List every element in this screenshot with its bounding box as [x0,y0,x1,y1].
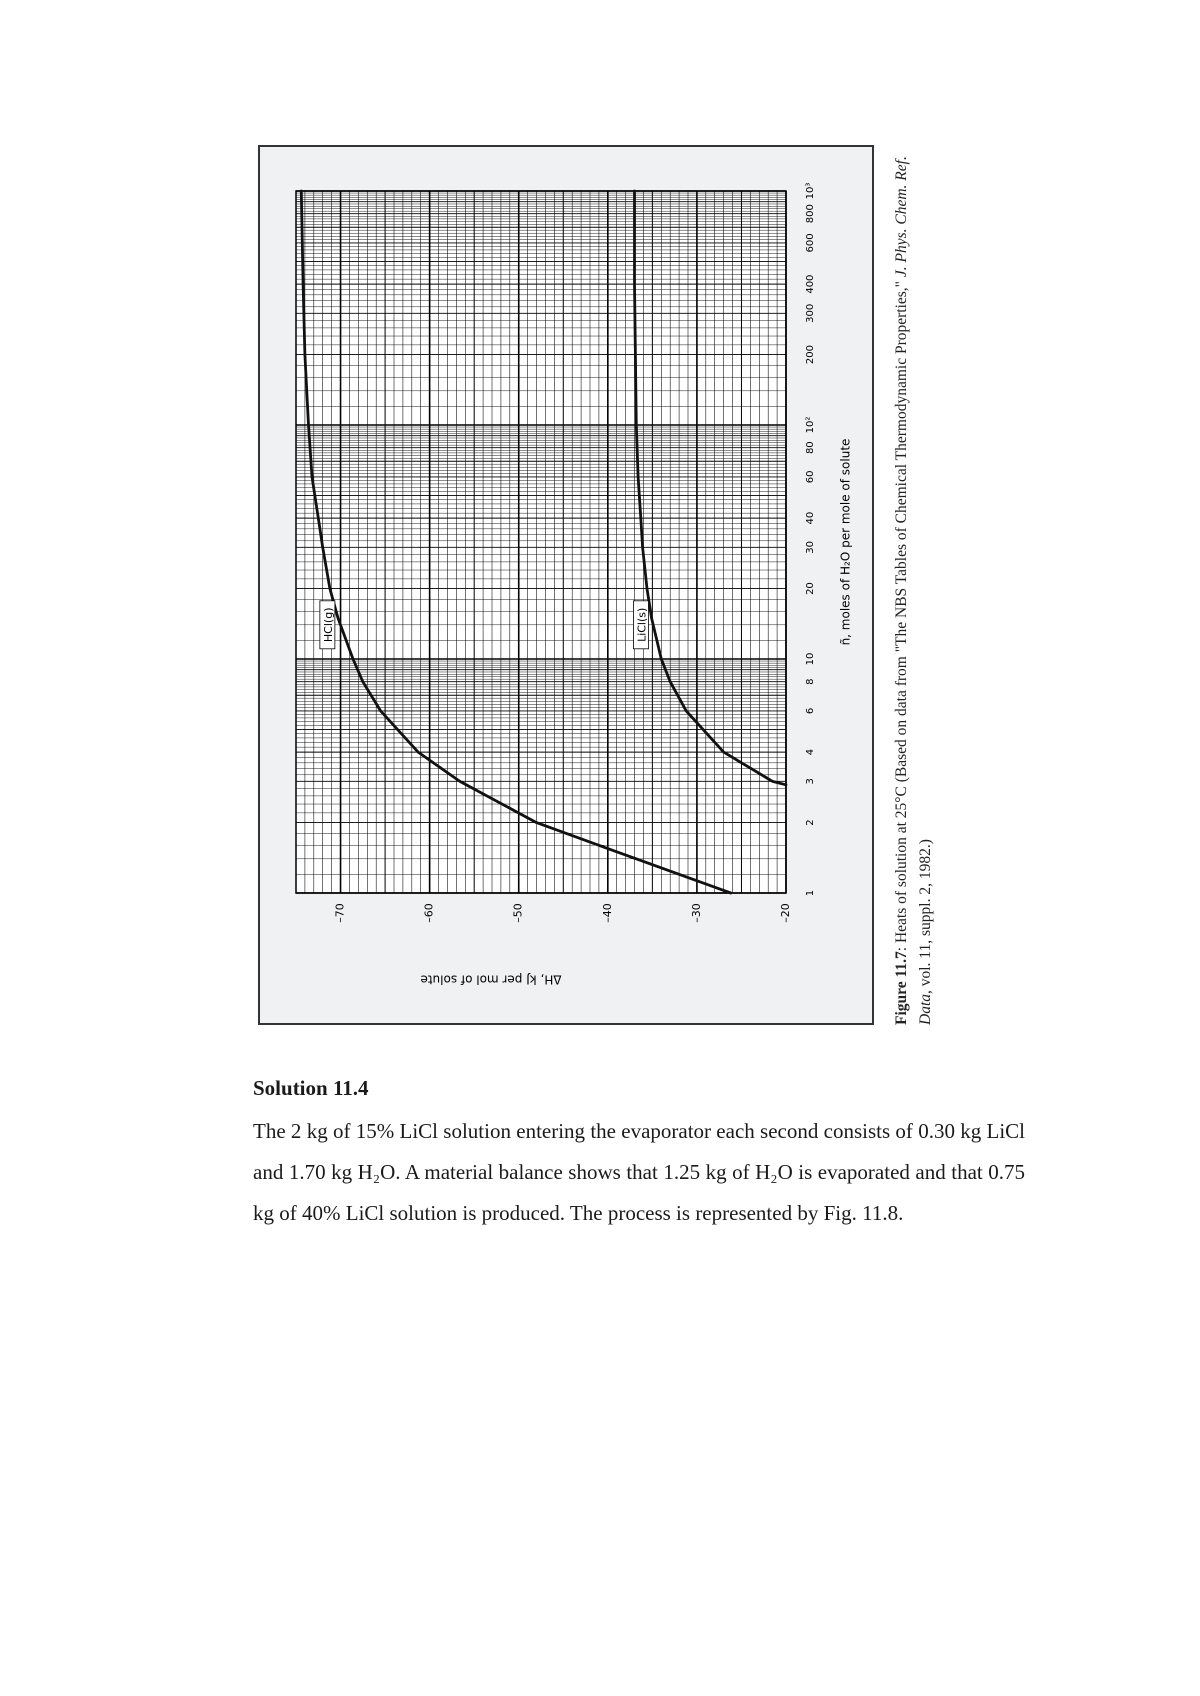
x-tick-label: 10 [805,652,816,666]
series-label: LiCl(s) [635,607,649,642]
x-tick-label: 2 [805,819,816,826]
x-tick-label: 600 [805,233,816,253]
x-tick-label: 30 [805,540,816,554]
y-tick-label: –20 [779,903,792,923]
y-tick-label: –40 [600,903,614,923]
x-tick-label: 800 [805,204,816,224]
solution-paragraph: The 2 kg of 15% LiCl solution entering the evaporator each second consists of 0.30 kg LiCl and 1.70 kg H₂O. A material balance shows that 1.25 kg of H₂O is evaporated and that 0.75 kg of 40% LiCl solution is produced. The process is represented by Fig. 11.8. [253,1119,1025,1225]
caption-label: Figure 11.7 [893,951,910,1025]
x-tick-label: 300 [805,303,816,323]
x-tick-label: 3 [805,778,816,785]
heats-of-solution-chart [260,147,872,1023]
x-tick-label: 8 [805,678,816,685]
x-axis-title: ñ, moles of H₂O per mole of solute [838,438,853,646]
y-tick-label: –50 [511,903,525,923]
x-tick-label: 400 [805,274,816,294]
solution-heading: Solution 11.4 [253,1076,369,1100]
x-tick-label: 200 [805,345,816,365]
series-label-group [633,601,648,649]
x-tick-label: 20 [805,582,816,595]
caption-journal: J. Phys. Chem. Ref. Data [893,156,934,1025]
x-tick-label: 40 [805,511,816,525]
plot-area [296,191,786,893]
x-tick-label: 80 [805,441,816,455]
series-label: HCl(g) [321,607,335,643]
x-tick-label: 4 [805,748,816,756]
caption-text-2: , vol. 11, suppl. 2, 1982.) [917,839,934,994]
y-tick-label: –60 [422,903,436,923]
y-axis-title: ΔH, kJ per mol of solute [420,972,562,987]
x-tick-label: 10² [805,416,816,434]
figure-frame [258,145,874,1025]
series-label-group [320,601,335,649]
y-tick-label: –70 [333,903,347,923]
y-tick-label: –30 [689,903,703,923]
x-tick-label: 60 [805,470,816,484]
figure-caption [890,145,938,1025]
x-tick-label: 10³ [805,182,816,200]
caption-text-1: : Heats of solution at 25°C (Based on data from "The NBS Tables of Chemical Thermodynamic Properties," [893,277,910,952]
x-tick-label: 6 [805,707,816,715]
x-tick-label: 1 [805,889,816,897]
